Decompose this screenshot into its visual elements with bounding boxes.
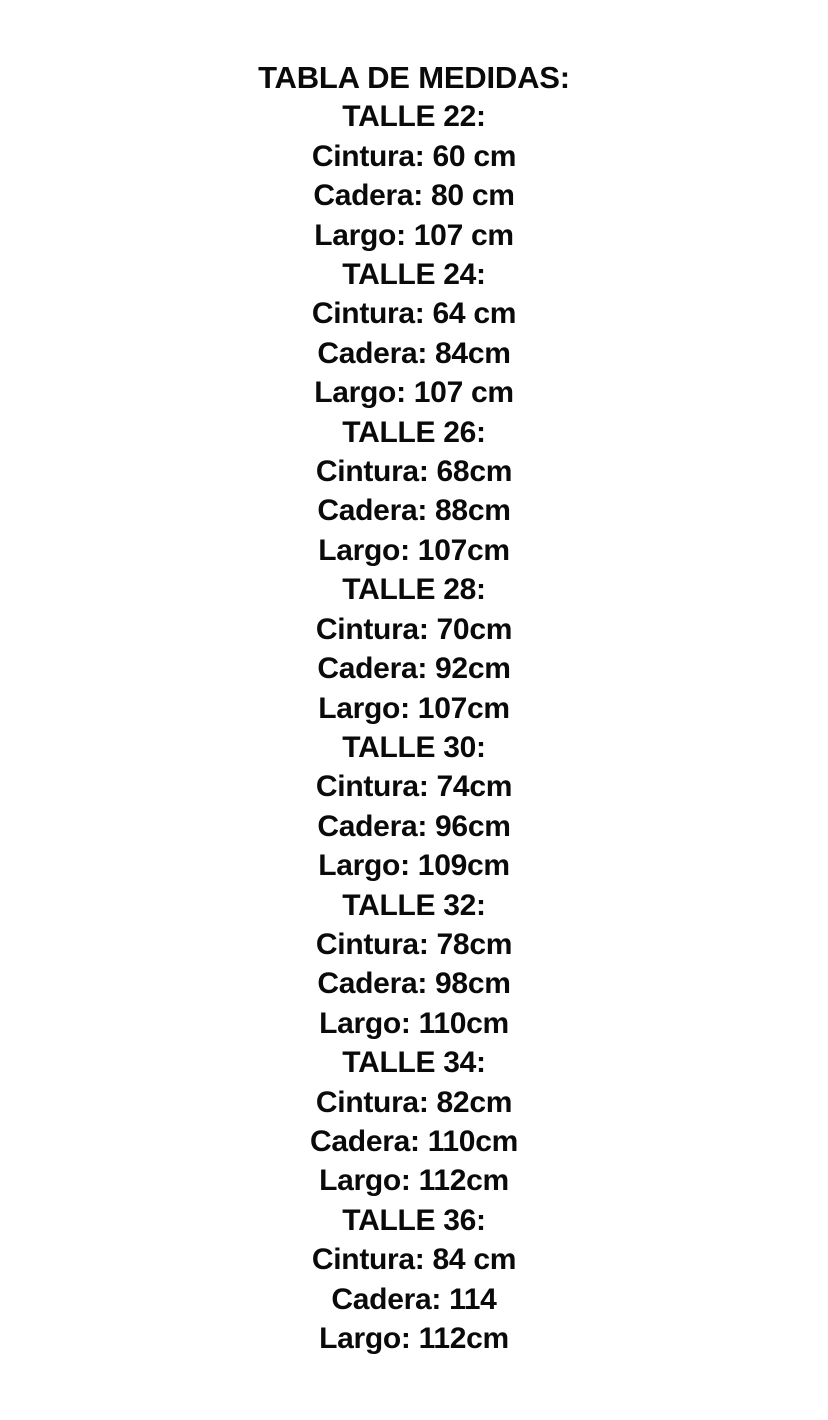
- measurement-hip-32: Cadera: 98cm: [317, 967, 511, 1001]
- size-group-heading-24: TALLE 24:: [342, 258, 486, 292]
- measurement-waist-34: Cintura: 82cm: [315, 1085, 513, 1119]
- measurement-waist-36: Cintura: 84 cm: [311, 1243, 517, 1277]
- measurement-waist-22: Cintura: 60 cm: [311, 139, 517, 173]
- page-title: TABLA DE MEDIDAS:: [258, 60, 570, 95]
- measurement-hip-30: Cadera: 96cm: [317, 809, 511, 843]
- measurement-hip-34: Cadera: 110cm: [310, 1124, 518, 1158]
- measurement-waist-28: Cintura: 70cm: [315, 612, 513, 646]
- measurement-waist-26: Cintura: 68cm: [315, 455, 513, 489]
- size-group-heading-32: TALLE 32:: [342, 888, 486, 922]
- measurement-waist-24: Cintura: 64 cm: [311, 297, 517, 331]
- measurement-length-36: Largo: 112cm: [319, 1322, 509, 1355]
- measurement-length-34: Largo: 112cm: [319, 1164, 509, 1198]
- measurement-waist-32: Cintura: 78cm: [315, 927, 513, 961]
- measurement-length-32: Largo: 110cm: [319, 1006, 509, 1040]
- size-group-heading-22: TALLE 22:: [342, 100, 486, 134]
- size-group-heading-28: TALLE 28:: [342, 573, 486, 607]
- measurement-hip-28: Cadera: 92cm: [317, 652, 511, 686]
- measurement-length-30: Largo: 109cm: [318, 849, 510, 883]
- measurement-hip-24: Cadera: 84cm: [317, 336, 511, 370]
- measurement-length-24: Largo: 107 cm: [314, 376, 514, 410]
- measurement-hip-22: Cadera: 80 cm: [313, 179, 515, 213]
- measurement-length-26: Largo: 107cm: [318, 533, 510, 567]
- size-group-heading-30: TALLE 30:: [342, 730, 486, 764]
- size-group-heading-34: TALLE 34:: [342, 1046, 486, 1080]
- measurement-length-22: Largo: 107 cm: [314, 218, 514, 252]
- measurement-hip-26: Cadera: 88cm: [317, 494, 511, 528]
- measurement-length-28: Largo: 107cm: [318, 691, 510, 725]
- size-group-heading-36: TALLE 36:: [342, 1203, 486, 1237]
- measurement-waist-30: Cintura: 74cm: [315, 770, 513, 804]
- size-group-heading-26: TALLE 26:: [342, 415, 486, 449]
- measurement-hip-36: Cadera: 114: [331, 1282, 497, 1316]
